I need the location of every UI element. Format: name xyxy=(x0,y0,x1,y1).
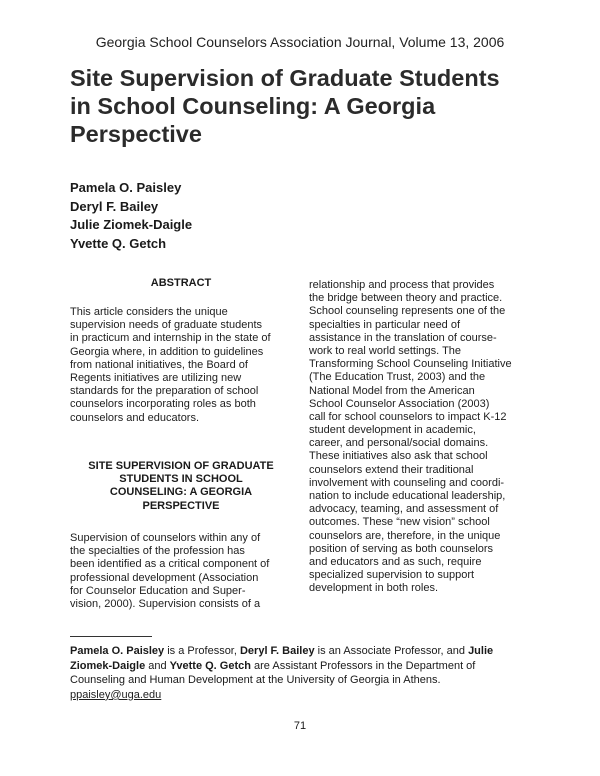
body-line: and educators and as such, require xyxy=(309,555,482,568)
footnote-text: are Assistant Professors in the Department of xyxy=(250,659,476,672)
body-line: career, and personal/social domains. xyxy=(309,437,489,450)
body-line: student development in academic, xyxy=(309,424,476,437)
footnote-author-name: Deryl F. Bailey xyxy=(239,645,315,657)
body-line: position of serving as both counselors xyxy=(309,542,494,555)
abstract-line: supervision needs of graduate students xyxy=(70,319,263,332)
footnote-text: is an Associate Professor, and xyxy=(314,645,469,657)
section-heading-line: SITE SUPERVISION OF GRADUATE xyxy=(88,460,274,472)
footnote-author-name: Pamela O. Paisley xyxy=(70,645,165,657)
body-line: vision, 2000). Supervision consists of a xyxy=(70,597,261,610)
footnote-author-name: Yvette Q. Getch xyxy=(169,659,251,672)
author-email-link[interactable]: ppaisley@uga.edu xyxy=(70,688,162,701)
author-name: Deryl F. Bailey xyxy=(70,198,159,214)
abstract-heading-text: ABSTRACT xyxy=(150,277,212,289)
body-line: advocacy, teaming, and assessment of xyxy=(309,503,499,516)
abstract-line: Georgia where, in addition to guidelines xyxy=(70,345,264,358)
section-body-left xyxy=(70,532,292,611)
body-line: Transforming School Counseling Initiative xyxy=(309,358,512,371)
body-line: counselors are, therefore, in the unique xyxy=(309,529,501,542)
author-name: Yvette Q. Getch xyxy=(70,235,167,251)
footnote-text: and xyxy=(145,659,170,672)
author-name: Pamela O. Paisley xyxy=(70,180,182,195)
body-line: specialized supervision to support xyxy=(309,569,475,582)
body-line: involvement with counseling and coordi- xyxy=(309,476,505,489)
body-line: counselors extend their traditional xyxy=(309,463,474,476)
author-list xyxy=(70,179,192,253)
body-line: relationship and process that provides xyxy=(309,279,495,291)
body-line: Supervision of counselors within any of xyxy=(70,532,261,544)
body-line: the specialties of the profession has xyxy=(70,545,245,558)
section-heading xyxy=(70,460,292,513)
section-heading-line: PERSPECTIVE xyxy=(142,499,220,512)
body-line: These initiatives also ask that school xyxy=(309,450,488,463)
title-line: in School Counseling: A Georgia xyxy=(70,93,436,119)
body-line: professional development (Association xyxy=(70,571,259,584)
body-line: (The Education Trust, 2003) and the xyxy=(309,371,486,384)
footnote-line: Counseling and Human Development at the University of Georgia in Athens. xyxy=(70,674,441,687)
section-heading-line: COUNSELING: A GEORGIA xyxy=(109,486,253,499)
title-line: Perspective xyxy=(70,121,202,147)
abstract-line: counselors incorporating roles as both xyxy=(70,398,256,411)
footnote-divider xyxy=(70,636,152,637)
footnote-line xyxy=(70,688,540,703)
body-line: specialties in particular need of xyxy=(309,318,461,331)
footnote-line xyxy=(70,659,540,674)
body-line: for Counselor Education and Super- xyxy=(70,584,246,597)
footnote-line xyxy=(70,644,540,659)
body-line: School counseling represents one of the xyxy=(309,305,506,318)
body-line: the bridge between theory and practice. xyxy=(309,292,503,305)
author-footnote xyxy=(70,644,540,702)
body-line: outcomes. These “new vision” school xyxy=(309,516,490,529)
abstract-line: This article considers the unique xyxy=(70,306,228,318)
abstract-line: counselors and educators. xyxy=(70,411,200,424)
body-line: assistance in the translation of course- xyxy=(309,331,497,344)
body-line: School Counselor Association (2003) xyxy=(309,397,490,410)
article-title xyxy=(70,64,540,148)
abstract-heading xyxy=(70,277,292,290)
body-line: been identified as a critical component of xyxy=(70,558,270,571)
abstract-line: from national initiatives, the Board of xyxy=(70,358,248,371)
body-line: work to real world settings. The xyxy=(309,344,462,357)
title-line: Site Supervision of Graduate Students xyxy=(70,65,500,91)
page-number: 71 xyxy=(293,720,307,732)
abstract-line: Regents initiatives are utilizing new xyxy=(70,371,242,384)
abstract-body xyxy=(70,306,292,425)
body-line: nation to include educational leadership, xyxy=(309,490,506,502)
footnote-text: is a Professor, xyxy=(164,645,240,657)
section-heading-line: STUDENTS IN SCHOOL xyxy=(119,473,243,486)
running-head: Georgia School Counselors Association Journal, Volume 13, 2006 xyxy=(95,34,505,50)
abstract-line: in practicum and internship in the state of xyxy=(70,332,271,345)
author-name: Julie Ziomek-Daigle xyxy=(70,217,193,232)
footnote-author-name: Ziomek-Daigle xyxy=(70,659,146,672)
body-line: National Model from the American xyxy=(309,384,475,397)
body-line: call for school counselors to impact K-12 xyxy=(309,410,507,423)
section-body-right xyxy=(309,279,531,596)
abstract-line: standards for the preparation of school xyxy=(70,385,259,398)
footnote-author-name: Julie xyxy=(468,645,494,657)
body-line: development in both roles. xyxy=(309,582,439,595)
